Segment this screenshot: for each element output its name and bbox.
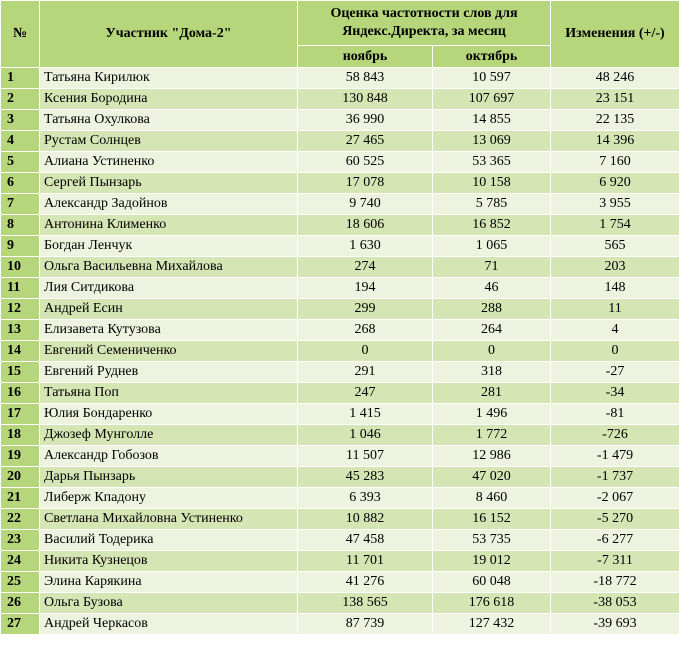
participant-name: Ольга Васильевна Михайлова [40,257,298,278]
table-row [1,362,679,383]
november-value: 299 [298,299,433,320]
row-number: 27 [1,614,40,635]
october-value: 10 158 [433,173,551,194]
october-value: 12 986 [433,446,551,467]
october-value: 13 069 [433,131,551,152]
table-row [1,509,679,530]
participant-name: Елизавета Кутузова [40,320,298,341]
participant-name: Татьяна Поп [40,383,298,404]
october-value: 176 618 [433,593,551,614]
change-value: -6 277 [551,530,679,551]
row-number: 2 [1,89,40,110]
row-number: 17 [1,404,40,425]
october-value: 60 048 [433,572,551,593]
row-number: 10 [1,257,40,278]
november-value: 11 701 [298,551,433,572]
october-value: 1 496 [433,404,551,425]
row-number: 19 [1,446,40,467]
row-number: 9 [1,236,40,257]
change-value: -726 [551,425,679,446]
participant-name: Татьяна Кирилюк [40,68,298,89]
november-value: 1 046 [298,425,433,446]
october-value: 1 065 [433,236,551,257]
table-row [1,257,679,278]
october-value: 318 [433,362,551,383]
table-row [1,320,679,341]
table-row [1,194,679,215]
table-row [1,425,679,446]
table-row [1,593,679,614]
participant-name: Андрей Есин [40,299,298,320]
change-value: 0 [551,341,679,362]
row-number: 18 [1,425,40,446]
october-value: 47 020 [433,467,551,488]
change-value: 22 135 [551,110,679,131]
table-row [1,110,679,131]
row-number: 8 [1,215,40,236]
participant-name: Александр Гобозов [40,446,298,467]
october-value: 53 735 [433,530,551,551]
november-value: 138 565 [298,593,433,614]
row-number: 5 [1,152,40,173]
participant-name: Богдан Ленчук [40,236,298,257]
october-value: 127 432 [433,614,551,635]
change-value: 48 246 [551,68,679,89]
table-row [1,173,679,194]
participant-name: Татьяна Охулкова [40,110,298,131]
october-value: 53 365 [433,152,551,173]
row-number: 13 [1,320,40,341]
change-value: 6 920 [551,173,679,194]
participant-name: Сергей Пынзарь [40,173,298,194]
change-value: -39 693 [551,614,679,635]
november-value: 45 283 [298,467,433,488]
row-number: 16 [1,383,40,404]
table-body [1,68,679,635]
november-value: 60 525 [298,152,433,173]
november-value: 130 848 [298,89,433,110]
october-value: 71 [433,257,551,278]
table-row [1,551,679,572]
change-value: -38 053 [551,593,679,614]
october-value: 288 [433,299,551,320]
row-number: 23 [1,530,40,551]
participant-name: Лия Ситдикова [40,278,298,299]
table-row [1,68,679,89]
november-value: 1 415 [298,404,433,425]
november-value: 0 [298,341,433,362]
table-row [1,383,679,404]
row-number: 7 [1,194,40,215]
change-value: 4 [551,320,679,341]
october-value: 8 460 [433,488,551,509]
october-value: 107 697 [433,89,551,110]
table-row [1,614,679,635]
row-number: 15 [1,362,40,383]
change-value: -7 311 [551,551,679,572]
october-value: 281 [433,383,551,404]
row-number: 4 [1,131,40,152]
table-row [1,215,679,236]
row-number: 26 [1,593,40,614]
november-value: 17 078 [298,173,433,194]
october-value: 19 012 [433,551,551,572]
november-value: 11 507 [298,446,433,467]
header-estimate: Оценка частотности слов для Яндекс.Директа, за месяц [298,1,551,46]
participant-name: Антонина Клименко [40,215,298,236]
change-value: 203 [551,257,679,278]
participant-name: Дарья Пынзарь [40,467,298,488]
october-value: 16 852 [433,215,551,236]
table-row [1,152,679,173]
november-value: 47 458 [298,530,433,551]
participant-name: Василий Тодерика [40,530,298,551]
november-value: 18 606 [298,215,433,236]
change-value: -5 270 [551,509,679,530]
table-row [1,236,679,257]
table-row [1,467,679,488]
header-num: № [1,1,40,68]
change-value: -81 [551,404,679,425]
november-value: 194 [298,278,433,299]
row-number: 6 [1,173,40,194]
change-value: 1 754 [551,215,679,236]
table-row [1,341,679,362]
table-row [1,299,679,320]
participant-name: Александр Задойнов [40,194,298,215]
change-value: 14 396 [551,131,679,152]
october-value: 10 597 [433,68,551,89]
table-row [1,572,679,593]
table-row [1,89,679,110]
participant-name: Рустам Солнцев [40,131,298,152]
change-value: 7 160 [551,152,679,173]
participant-name: Ксения Бородина [40,89,298,110]
october-value: 46 [433,278,551,299]
october-value: 264 [433,320,551,341]
november-value: 6 393 [298,488,433,509]
header-november: ноябрь [298,46,433,68]
change-value: 565 [551,236,679,257]
november-value: 247 [298,383,433,404]
participant-name: Алиана Устиненко [40,152,298,173]
november-value: 291 [298,362,433,383]
october-value: 1 772 [433,425,551,446]
november-value: 27 465 [298,131,433,152]
change-value: 148 [551,278,679,299]
row-number: 25 [1,572,40,593]
table-row [1,488,679,509]
change-value: 11 [551,299,679,320]
participant-name: Ольга Бузова [40,593,298,614]
change-value: -27 [551,362,679,383]
participant-name: Евгений Руднев [40,362,298,383]
change-value: -1 479 [551,446,679,467]
change-value: -1 737 [551,467,679,488]
november-value: 268 [298,320,433,341]
participant-name: Юлия Бондаренко [40,404,298,425]
header-october: октябрь [433,46,551,68]
participant-name: Элина Карякина [40,572,298,593]
change-value: -34 [551,383,679,404]
november-value: 10 882 [298,509,433,530]
row-number: 11 [1,278,40,299]
november-value: 36 990 [298,110,433,131]
row-number: 14 [1,341,40,362]
participant-name: Светлана Михайловна Устиненко [40,509,298,530]
table-row [1,404,679,425]
participant-name: Джозеф Мунголле [40,425,298,446]
table-row [1,446,679,467]
table-row [1,131,679,152]
november-value: 87 739 [298,614,433,635]
row-number: 21 [1,488,40,509]
change-value: -2 067 [551,488,679,509]
header-participant: Участник "Дома-2" [40,1,298,68]
row-number: 22 [1,509,40,530]
october-value: 14 855 [433,110,551,131]
row-number: 3 [1,110,40,131]
october-value: 0 [433,341,551,362]
change-value: 23 151 [551,89,679,110]
november-value: 274 [298,257,433,278]
participant-name: Андрей Черкасов [40,614,298,635]
change-value: 3 955 [551,194,679,215]
participant-name: Либерж Кпадону [40,488,298,509]
row-number: 24 [1,551,40,572]
november-value: 9 740 [298,194,433,215]
table-row [1,278,679,299]
header-change: Изменения (+/-) [551,1,679,68]
participant-name: Евгений Семениченко [40,341,298,362]
november-value: 41 276 [298,572,433,593]
row-number: 12 [1,299,40,320]
change-value: -18 772 [551,572,679,593]
november-value: 58 843 [298,68,433,89]
october-value: 5 785 [433,194,551,215]
table-row [1,530,679,551]
november-value: 1 630 [298,236,433,257]
row-number: 20 [1,467,40,488]
row-number: 1 [1,68,40,89]
participant-name: Никита Кузнецов [40,551,298,572]
october-value: 16 152 [433,509,551,530]
